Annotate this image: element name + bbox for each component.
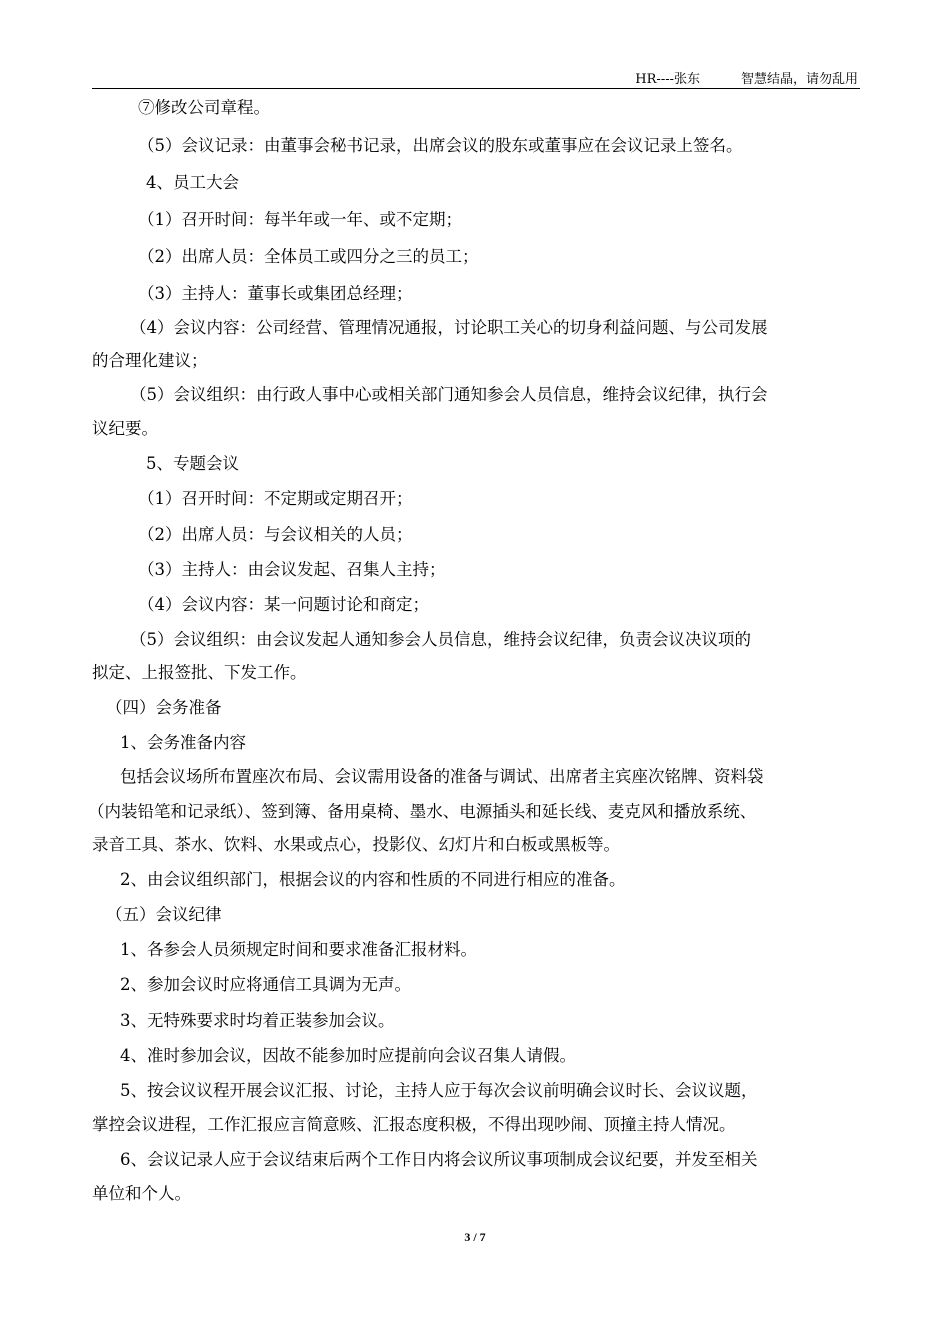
text-line: （5）会议组织：由行政人事中心或相关部门通知参会人员信息，维持会议纪律，执行会 xyxy=(130,385,768,404)
text-line: 录音工具、茶水、饮料、水果或点心，投影仪、幻灯片和白板或黑板等。 xyxy=(92,835,620,854)
text-line: 掌控会议进程，工作汇报应言简意赅、汇报态度积极，不得出现吵闹、顶撞主持人情况。 xyxy=(92,1115,736,1134)
text-line: 3、无特殊要求时均着正装参加会议。 xyxy=(120,1011,395,1030)
text-line: 2、参加会议时应将通信工具调为无声。 xyxy=(120,975,411,994)
text-line: 2、由会议组织部门，根据会议的内容和性质的不同进行相应的准备。 xyxy=(120,870,626,889)
page-header xyxy=(92,64,860,89)
text-line: （1）召开时间：不定期或定期召开； xyxy=(138,489,413,508)
text-line: ⑦修改公司章程。 xyxy=(138,98,270,117)
section-heading: 4、员工大会 xyxy=(146,173,239,192)
text-line: 的合理化建议； xyxy=(92,351,208,370)
text-line: （3）主持人：由会议发起、召集人主持； xyxy=(138,560,446,579)
text-line: （2）出席人员：全体员工或四分之三的员工； xyxy=(138,247,479,266)
header-author: HR----张东 xyxy=(635,72,700,87)
text-line: （1）召开时间：每半年或一年、或不定期； xyxy=(138,210,462,229)
text-line: 5、按会议议程开展会议汇报、讨论，主持人应于每次会议前明确会议时长、会议议题， xyxy=(120,1081,758,1100)
text-line: 议纪要。 xyxy=(92,419,158,438)
subsection-heading: 1、会务准备内容 xyxy=(120,733,246,752)
text-line: （2）出席人员：与会议相关的人员； xyxy=(138,525,413,544)
text-line: （4）会议内容：公司经营、管理情况通报，讨论职工关心的切身利益问题、与公司发展 xyxy=(130,318,768,337)
text-line: （5）会议记录：由董事会秘书记录，出席会议的股东或董事应在会议记录上签名。 xyxy=(138,136,743,155)
text-line: 1、各参会人员须规定时间和要求准备汇报材料。 xyxy=(120,940,477,959)
section-heading: （四）会务准备 xyxy=(106,698,222,717)
section-heading: 5、专题会议 xyxy=(146,454,239,473)
text-line: （3）主持人：董事长或集团总经理； xyxy=(138,284,413,303)
text-line: 包括会议场所布置座次布局、会议需用设备的准备与调试、出席者主宾座次铭牌、资料袋 xyxy=(120,767,764,786)
text-line: （内装铅笔和记录纸）、签到簿、备用桌椅、墨水、电源插头和延长线、麦克风和播放系统、 xyxy=(88,802,757,821)
text-line: 单位和个人。 xyxy=(92,1184,191,1203)
header-slogan: 智慧结晶，请勿乱用 xyxy=(740,72,858,87)
text-line: （5）会议组织：由会议发起人通知参会人员信息，维持会议纪律，负责会议决议项的 xyxy=(130,630,751,649)
text-line: 拟定、上报签批、下发工作。 xyxy=(92,663,307,682)
text-line: 6、会议记录人应于会议结束后两个工作日内将会议所议事项制成会议纪要，并发至相关 xyxy=(120,1150,758,1169)
section-heading: （五）会议纪律 xyxy=(106,905,222,924)
text-line: 4、准时参加会议，因故不能参加时应提前向会议召集人请假。 xyxy=(120,1046,576,1065)
text-line: （4）会议内容：某一问题讨论和商定； xyxy=(138,595,429,614)
page-number: 3 / 7 xyxy=(464,1230,486,1244)
